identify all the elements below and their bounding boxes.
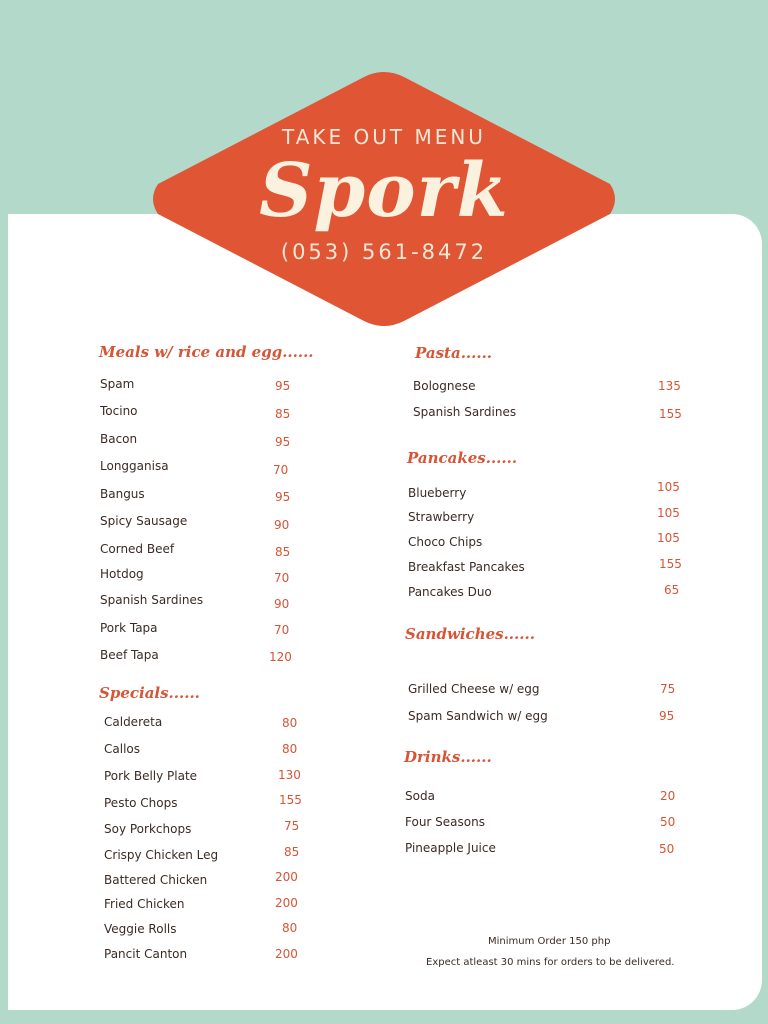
- menu-price: 70: [274, 571, 290, 585]
- menu-price: 70: [273, 463, 289, 477]
- menu-item: Soda: [405, 789, 435, 803]
- menu-price: 90: [274, 518, 290, 532]
- menu-item: Pork Belly Plate: [104, 769, 198, 783]
- specials-section-title: Specials......: [99, 684, 200, 702]
- menu-item: Breakfast Pancakes: [408, 560, 525, 574]
- minimum-order-note: Minimum Order 150 php: [488, 936, 611, 947]
- menu-price: 50: [659, 842, 675, 856]
- menu-item: Pineapple Juice: [405, 841, 496, 855]
- menu-price: 80: [282, 921, 298, 935]
- menu-item: Crispy Chicken Leg: [104, 848, 219, 862]
- menu-price: 155: [659, 557, 682, 571]
- menu-item: Bolognese: [413, 379, 476, 393]
- menu-item: Longganisa: [100, 459, 169, 473]
- menu-item: Grilled Cheese w/ egg: [408, 682, 540, 696]
- menu-item: Caldereta: [104, 715, 163, 729]
- menu-price: 80: [282, 742, 298, 756]
- menu-item: Hotdog: [100, 567, 144, 581]
- menu-item: Spam Sandwich w/ egg: [408, 709, 548, 723]
- menu-item: Pork Tapa: [100, 621, 158, 635]
- pasta-section-title: Pasta......: [415, 344, 493, 362]
- menu-item: Spanish Sardines: [413, 405, 517, 419]
- menu-price: 85: [275, 407, 291, 421]
- menu-price: 50: [660, 815, 676, 829]
- brand-logo: Spork: [259, 148, 509, 234]
- menu-item: Choco Chips: [408, 535, 483, 549]
- menu-price: 90: [274, 597, 290, 611]
- menu-price: 75: [284, 819, 300, 833]
- menu-price: 155: [659, 407, 682, 421]
- menu-price: 105: [657, 480, 680, 494]
- menu-price: 95: [275, 435, 291, 449]
- menu-price: 85: [284, 845, 300, 859]
- pancakes-section-title: Pancakes......: [407, 449, 518, 467]
- menu-item: Soy Porkchops: [104, 822, 192, 836]
- menu-price: 200: [275, 870, 298, 884]
- menu-price: 85: [275, 545, 291, 559]
- menu-item: Spicy Sausage: [100, 514, 188, 528]
- menu-item: Pesto Chops: [104, 796, 178, 810]
- menu-price: 95: [659, 709, 675, 723]
- menu-price: 95: [275, 490, 291, 504]
- menu-item: Four Seasons: [405, 815, 485, 829]
- menu-item: Bangus: [100, 487, 145, 501]
- menu-price: 105: [657, 506, 680, 520]
- menu-price: 105: [657, 531, 680, 545]
- menu-item: Tocino: [100, 404, 138, 418]
- menu-item: Spanish Sardines: [100, 593, 204, 607]
- menu-item: Battered Chicken: [104, 873, 208, 887]
- menu-price: 80: [282, 716, 298, 730]
- menu-price: 200: [275, 896, 298, 910]
- menu-price: 20: [660, 789, 676, 803]
- menu-price: 70: [274, 623, 290, 637]
- sandwiches-section-title: Sandwiches......: [405, 625, 535, 643]
- header-badge: [148, 70, 620, 328]
- menu-item: Callos: [104, 742, 140, 756]
- delivery-time-note: Expect atleast 30 mins for orders to be delivered.: [426, 957, 675, 968]
- phone-number: (053) 561-8472: [280, 240, 488, 264]
- menu-item: Spam: [100, 377, 135, 391]
- menu-item: Bacon: [100, 432, 138, 446]
- drinks-section-title: Drinks......: [404, 748, 492, 766]
- menu-item: Veggie Rolls: [104, 922, 177, 936]
- menu-item: Fried Chicken: [104, 897, 185, 911]
- menu-card: [8, 214, 762, 1010]
- menu-price: 135: [658, 379, 681, 393]
- menu-price: 120: [269, 650, 292, 664]
- menu-price: 200: [275, 947, 298, 961]
- menu-item: Blueberry: [408, 486, 467, 500]
- menu-price: 65: [664, 583, 680, 597]
- menu-item: Pancit Canton: [104, 947, 188, 961]
- menu-item: Pancakes Duo: [408, 585, 492, 599]
- menu-item: Strawberry: [408, 510, 475, 524]
- menu-price: 155: [279, 793, 302, 807]
- menu-item: Corned Beef: [100, 542, 175, 556]
- menu-price: 130: [278, 768, 301, 782]
- menu-price: 75: [660, 682, 676, 696]
- menu-tagline: TAKE OUT MENU: [282, 125, 486, 149]
- menu-price: 95: [275, 379, 291, 393]
- menu-item: Beef Tapa: [100, 648, 159, 662]
- meals-section-title: Meals w/ rice and egg......: [99, 343, 314, 361]
